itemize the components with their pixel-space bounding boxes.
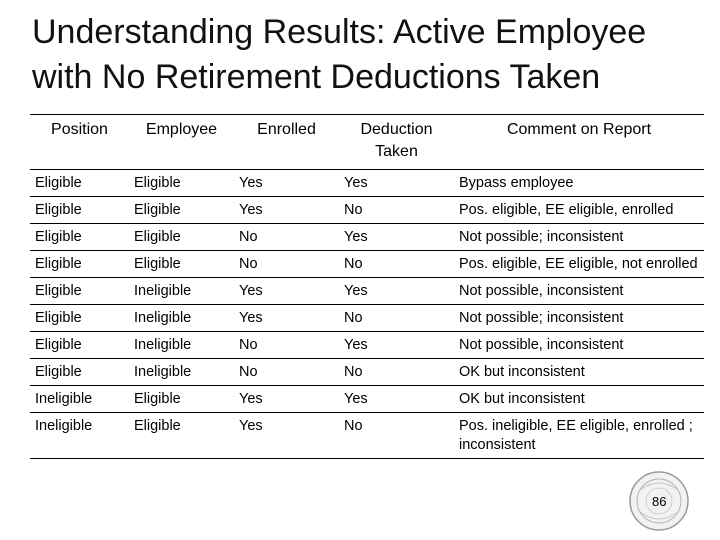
table-row <box>30 413 704 459</box>
title-line-2: with No Retirement Deductions Taken <box>32 58 601 96</box>
cell-enrolled: Yes <box>234 305 339 332</box>
header-row <box>30 115 704 170</box>
cell-enrolled: No <box>234 224 339 251</box>
cell-employee: Eligible <box>129 251 234 278</box>
cell-position: Eligible <box>30 197 129 224</box>
cell-employee: Eligible <box>129 170 234 197</box>
cell-position: Eligible <box>30 251 129 278</box>
cell-position: Eligible <box>30 170 129 197</box>
cell-deduction: No <box>339 359 454 386</box>
cell-deduction: Yes <box>339 332 454 359</box>
table-row <box>30 359 704 386</box>
cell-enrolled: Yes <box>234 278 339 305</box>
cell-position: Ineligible <box>30 413 129 459</box>
slide-title <box>32 10 712 100</box>
header-position: Position <box>30 115 129 170</box>
table-row <box>30 278 704 305</box>
cell-comment: Not possible, inconsistent <box>454 332 704 359</box>
cell-employee: Eligible <box>129 197 234 224</box>
cell-comment: Pos. eligible, EE eligible, enrolled <box>454 197 704 224</box>
cell-comment: Not possible, inconsistent <box>454 278 704 305</box>
cell-deduction: No <box>339 197 454 224</box>
table-row <box>30 224 704 251</box>
cell-enrolled: No <box>234 359 339 386</box>
cell-position: Eligible <box>30 278 129 305</box>
cell-deduction: No <box>339 413 454 459</box>
header-enrolled: Enrolled <box>234 115 339 170</box>
cell-enrolled: No <box>234 332 339 359</box>
cell-position: Ineligible <box>30 386 129 413</box>
table-row <box>30 197 704 224</box>
cell-enrolled: Yes <box>234 386 339 413</box>
cell-position: Eligible <box>30 224 129 251</box>
cell-comment: OK but inconsistent <box>454 386 704 413</box>
cell-deduction: No <box>339 251 454 278</box>
table-row <box>30 332 704 359</box>
cell-deduction: Yes <box>339 224 454 251</box>
title-line-1: Understanding Results: Active Employee <box>32 13 647 51</box>
cell-deduction: Yes <box>339 386 454 413</box>
header-comment: Comment on Report <box>454 115 704 170</box>
cell-enrolled: No <box>234 251 339 278</box>
cell-comment: Not possible; inconsistent <box>454 305 704 332</box>
results-table <box>30 114 704 459</box>
cell-position: Eligible <box>30 332 129 359</box>
cell-position: Eligible <box>30 305 129 332</box>
page-number: 86 <box>652 494 667 509</box>
header-deduction-taken: Deduction Taken <box>339 115 454 170</box>
table-row <box>30 305 704 332</box>
cell-enrolled: Yes <box>234 413 339 459</box>
table-row <box>30 170 704 197</box>
cell-employee: Ineligible <box>129 332 234 359</box>
cell-employee: Ineligible <box>129 278 234 305</box>
cell-employee: Eligible <box>129 386 234 413</box>
cell-deduction: Yes <box>339 278 454 305</box>
cell-enrolled: Yes <box>234 170 339 197</box>
table-row <box>30 386 704 413</box>
cell-comment: Bypass employee <box>454 170 704 197</box>
cell-enrolled: Yes <box>234 197 339 224</box>
cell-comment: Pos. eligible, EE eligible, not enrolled <box>454 251 704 278</box>
cell-employee: Ineligible <box>129 359 234 386</box>
cell-deduction: No <box>339 305 454 332</box>
header-employee: Employee <box>129 115 234 170</box>
cell-comment: Not possible; inconsistent <box>454 224 704 251</box>
cell-deduction: Yes <box>339 170 454 197</box>
cell-employee: Eligible <box>129 224 234 251</box>
cell-employee: Eligible <box>129 413 234 459</box>
table-row <box>30 251 704 278</box>
cell-position: Eligible <box>30 359 129 386</box>
cell-comment: OK but inconsistent <box>454 359 704 386</box>
table-body <box>30 170 704 459</box>
cell-comment: Pos. ineligible, EE eligible, enrolled ; inconsistent <box>454 413 704 459</box>
cell-employee: Ineligible <box>129 305 234 332</box>
